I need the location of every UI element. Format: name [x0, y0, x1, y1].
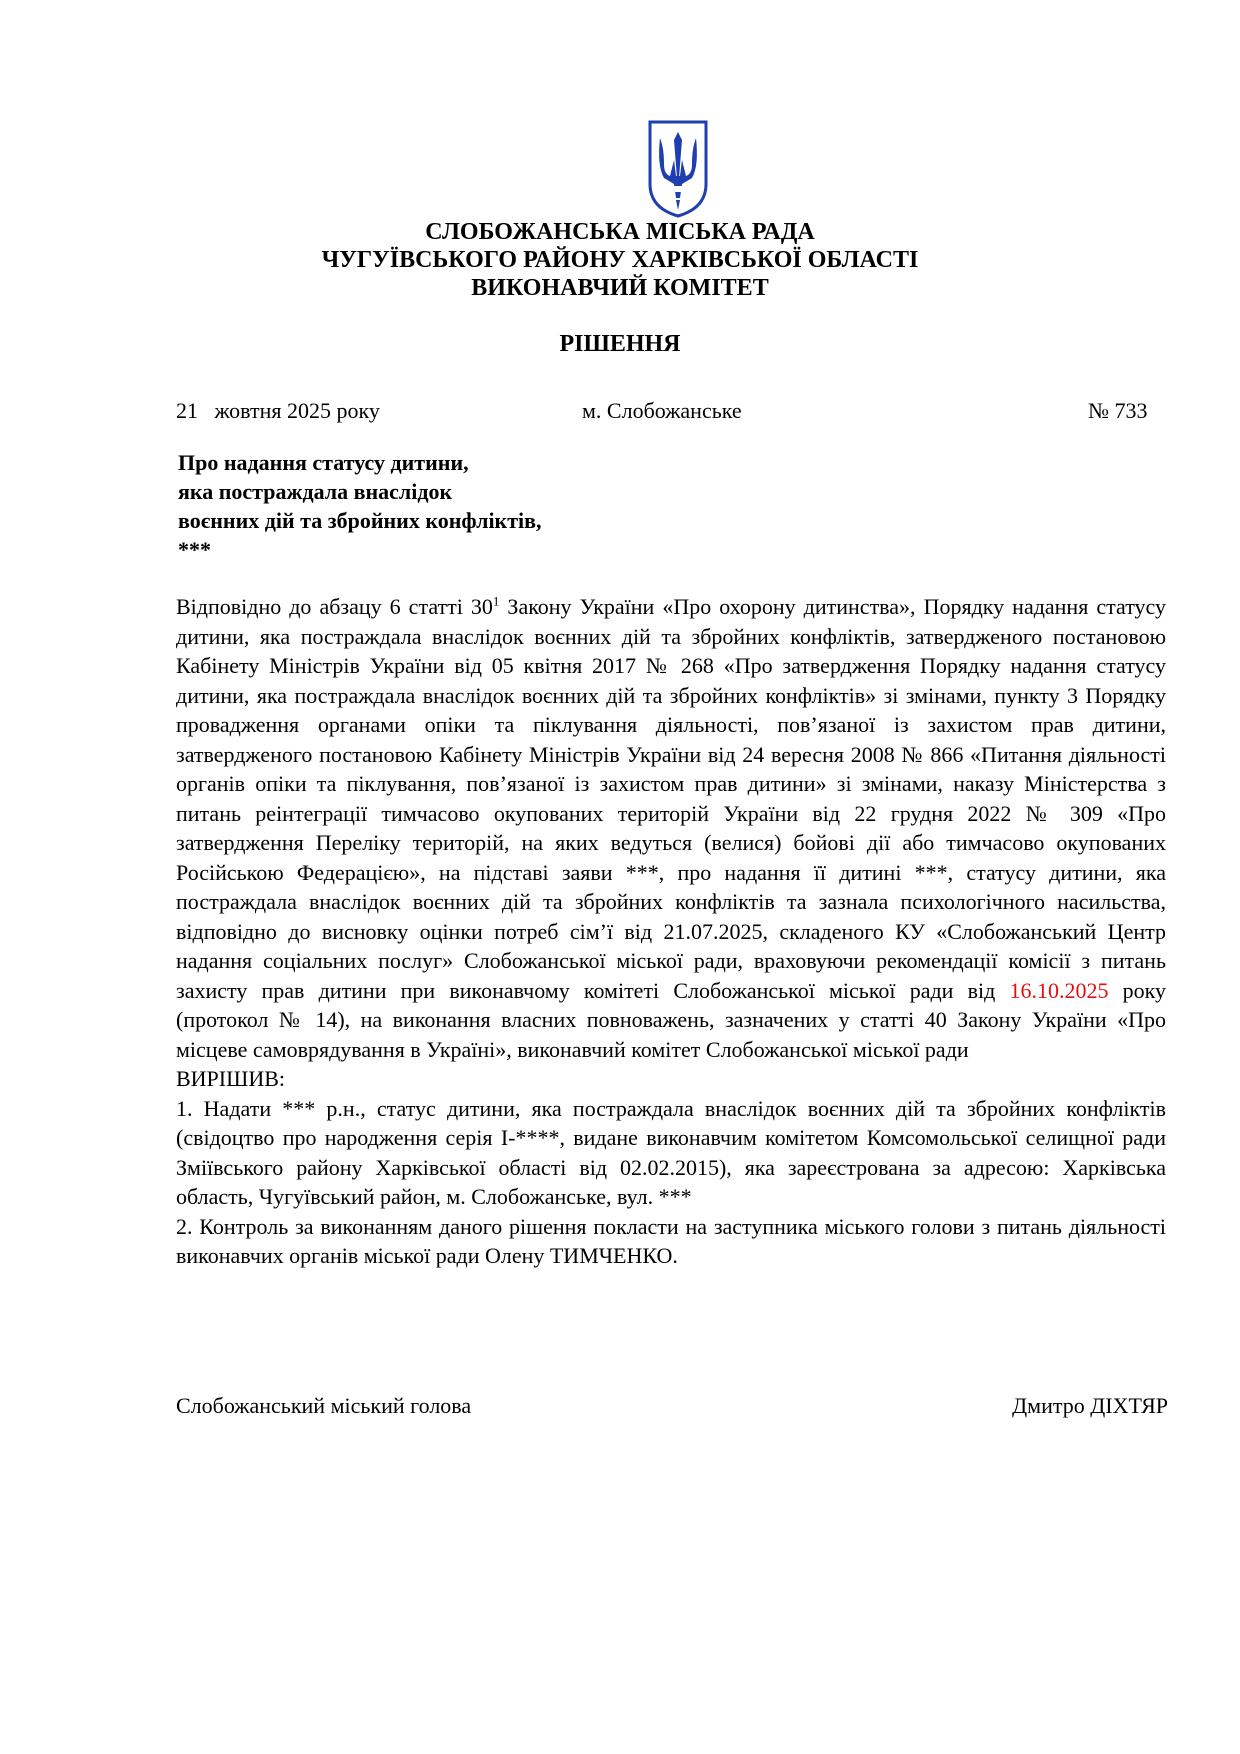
decision-subject — [178, 448, 778, 564]
subject-line: *** — [178, 537, 211, 562]
district-name: ЧУГУЇВСЬКОГО РАЙОНУ ХАРКІВСЬКОЇ ОБЛАСТІ — [321, 247, 919, 273]
article-superscript: 1 — [492, 593, 500, 609]
decision-city: м. Слобожанське — [582, 398, 742, 423]
preamble-text: року (протокол № 14), на виконання власних повноважень, зазначених у статті 40 Закону України «Про місцеве самоврядування в Україні», виконавчий комітет Слобожанської міської ради — [176, 977, 1166, 1062]
subject-line: воєнних дій та збройних конфліктів, — [178, 508, 542, 533]
signatory-name: Дмитро ДІХТЯР — [1012, 1393, 1168, 1418]
subject-line: Про надання статусу дитини, — [178, 450, 469, 475]
decision-item-1: 1. Надати *** р.н., статус дитини, яка постраждала внаслідок воєнних дій та збройних конфліктів (свідоцтво про народження серія І-****, видане виконавчим комітетом Комсомольської селищної ради Зміївського району Харківської області від 02.02.2015), яка зареєстрована за адресою: Харківська область, Чугуївський район, м. Слобожанське, вул. *** — [176, 1095, 1166, 1209]
decision-number: № 733 — [1088, 398, 1148, 423]
committee-name: ВИКОНАВЧИЙ КОМІТЕТ — [471, 275, 769, 301]
preamble-text: Відповідно до абзацу 6 статті 30 — [176, 594, 493, 619]
subject-line: яка постраждала внаслідок — [178, 479, 453, 504]
decision-date: 21 жовтня 2025 року — [176, 398, 380, 423]
decision-body — [176, 592, 1166, 1271]
commission-date: 16.10.2025 — [1009, 977, 1109, 1003]
signatory-position: Слобожанський міський голова — [176, 1393, 472, 1418]
decision-item-2: 2. Контроль за виконанням даного рішення покласти на заступника міського голови з питань діяльності виконавчих органів міської ради Олену ТИМЧЕНКО. — [176, 1213, 1166, 1268]
trident-emblem — [646, 118, 710, 218]
decided-label: ВИРІШИВ: — [176, 1066, 285, 1091]
council-name: СЛОБОЖАНСЬКА МІСЬКА РАДА — [425, 219, 815, 245]
preamble-text: Закону України «Про охорону дитинства», Порядку надання статусу дитини, яка постраждала внаслідок воєнних дій та збройних конфліктів, затвердженого постановою Кабінету Міністрів України від 05 квітня 2017 № 268 «Про затвердження Порядку надання статусу дитини, яка постраждала внаслідок воєнних дій та збройних конфліктів» зі змінами, пункту 3 Порядку провадження органами опіки та піклування діяльності, пов’язаної із захистом прав дитини, затвердженого постановою Кабінету Міністрів України від 24 вересня 2008 № 866 «Питання діяльності органів опіки та піклування, пов’язаної із захистом прав дитини» зі змінами, наказу Міністерства з питань реінтеграції тимчасово окупованих територій України від 22 грудня 2022 № 309 «Про затвердження Переліку територій, на яких ведуться (велися) бойові дії або тимчасово окупованих Російською Федерацією», на підставі заяви ***, про надання її дитині ***, статусу дитини, яка постраждала внаслідок воєнних дій та збройних конфліктів та зазнала психологічного насильства, відповідно до висновку оцінки потреб сім’ї від 21.07.2025, складеного КУ «Слобожанський Центр надання соціальних послуг» Слобожанської міської ради, враховуючи рекомендації комісії з питань захисту прав дитини при виконавчому комітеті Слобожанської міської ради від — [176, 594, 1166, 1003]
document-type: РІШЕННЯ — [559, 331, 681, 357]
preamble-paragraph — [176, 592, 1166, 1064]
